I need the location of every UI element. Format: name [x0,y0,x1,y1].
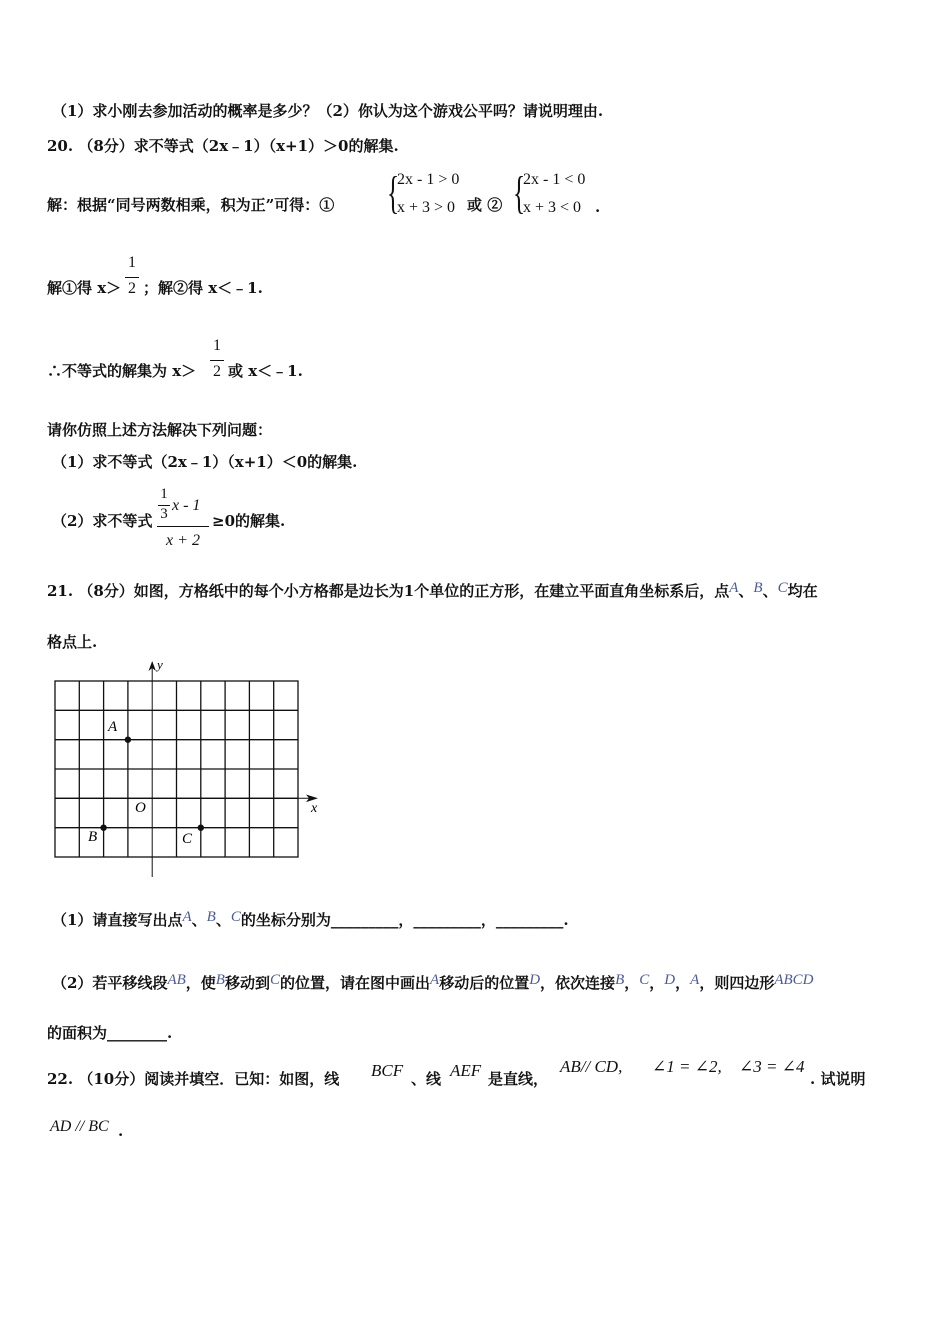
numerator-rest: x - 1 [172,497,201,514]
fraction-half-num: 1 [128,254,136,271]
q21-title-b: 均在 [787,582,818,600]
q20-title: 20. （8分）求不等式（2x﹣1）（x+1）＞0的解集. [47,137,399,155]
fraction-half-den-2: 2 [213,363,221,380]
part1-point-c: C [230,909,241,925]
part2-point-c2: C [639,972,650,988]
system-brace-2: { [513,167,526,218]
q21-part-2 [52,973,814,994]
q22-a: 22. （10分）阅读并填空．已知：如图，线 [47,1070,340,1088]
part1-point-a: A [182,909,192,925]
line-bcf: BCF [371,1061,404,1080]
system-2-eq-b: x + 3 < 0 [523,199,582,216]
denominator: x + 2 [166,532,200,549]
point-b-text: B [88,829,98,845]
x-axis-label: x [311,801,318,816]
q20-step-b: ；解②得 x＜﹣1. [143,279,263,297]
q21-title-a: 21. （8分）如图，方格纸中的每个小方格都是边长为1个单位的正方形，在建立平面直角坐标系后，点 [47,582,730,600]
point-c [198,825,204,831]
fraction-half-num-2: 1 [213,337,221,354]
goal-parallel: AD // BC [50,1118,109,1135]
comma: ， [624,974,640,992]
q20-solution-prefix: 解：根据“同号两数相乘，积为正”可得：① [47,196,335,214]
part2-point-b: B [215,972,225,988]
q20-or: 或 ② [467,196,503,214]
part2-point-b2: B [615,972,625,988]
q21-part-2-a: （2）若平移线段 [52,974,168,992]
q20-step-a: 解①得 x＞ [47,279,122,297]
system-1-eq-b: x + 3 > 0 [397,199,456,216]
segment-ab: AB [167,972,186,988]
y-axis-label: y [157,657,163,672]
q20-part-1: （1）求不等式（2x﹣1）（x+1）＜0的解集. [52,453,358,471]
small-frac-den: 3 [160,506,168,522]
q21-part-2-d: 的位置，请在图中画出 [280,974,431,992]
q19-line: （1）求小刚去参加活动的概率是多少？（2）你认为这个游戏公平吗？请说明理由. [52,102,604,120]
q21-part-2-g: ，则四边形 [699,974,775,992]
sep: 、 [738,582,754,600]
comma: ， [675,974,691,992]
sep: 、 [191,911,207,929]
point-a-text: A [108,719,118,735]
point-c-label: C [777,580,788,596]
q22-end: . [118,1122,124,1140]
point-b-label: B [753,580,763,596]
origin-label: O [135,800,146,816]
q21-part-2-c: 移动到 [224,974,270,992]
part2-point-d: D [529,972,541,988]
main-fraction-bar [157,526,209,527]
fraction-half-den: 2 [128,280,136,297]
sep: 、 [762,582,778,600]
point-a [125,737,131,743]
point-c-text: C [182,831,193,847]
comma: ， [649,974,665,992]
condition-angles-12: ∠1 = ∠2, [652,1057,722,1076]
q21-part-1-a: （1）请直接写出点 [52,911,183,929]
q20-part-2-a: （2）求不等式 [52,512,153,530]
q21-part-2-f: ，依次连接 [540,974,616,992]
coordinate-grid-figure [40,655,340,885]
part2-point-a: A [430,972,440,988]
point-a-label: A [729,580,739,596]
condition-parallel: AB// CD, [560,1057,623,1076]
q21-part-1 [52,910,569,931]
q21-title [47,581,818,602]
q21-part-2-e: 移动后的位置 [439,974,530,992]
quadrilateral-abcd: ABCD [774,972,814,988]
fraction-bar-2 [210,360,224,361]
q22-b: 、线 [411,1070,442,1088]
q20-conclusion-b: 或 x＜﹣1. [228,362,303,380]
system-1 [397,166,459,222]
sep: 、 [215,911,231,929]
part2-point-d2: D [664,972,676,988]
q21-part-2-h: 的面积为________. [47,1024,173,1042]
part1-point-b: B [206,909,216,925]
part2-point-a2: A [690,972,700,988]
q22-d: . 试说明 [810,1070,866,1088]
q20-part-2-b: ≥0的解集. [212,512,286,530]
fraction-bar [125,277,139,278]
system-brace-1: { [387,167,400,218]
q21-title-c: 格点上. [47,633,98,651]
condition-angles-34: ∠3 = ∠4 [739,1057,805,1076]
q21-part-2-b: ，使 [185,974,216,992]
system-2-eq-a: 2x - 1 < 0 [523,171,586,188]
system-1-eq-a: 2x - 1 > 0 [397,171,460,188]
part2-point-c: C [269,972,280,988]
q21-part-1-b: 的坐标分别为_________，_________，_________. [240,911,569,929]
q22-c: 是直线， [488,1070,549,1088]
q20-prompt: 请你仿照上述方法解决下列问题： [47,421,273,439]
system-2 [523,166,585,222]
q20-dot: . [595,198,601,216]
point-b [100,825,106,831]
small-frac-num: 1 [160,486,168,502]
q20-conclusion-a: ∴不等式的解集为 x＞ [47,362,197,380]
line-aef: AEF [450,1061,482,1080]
